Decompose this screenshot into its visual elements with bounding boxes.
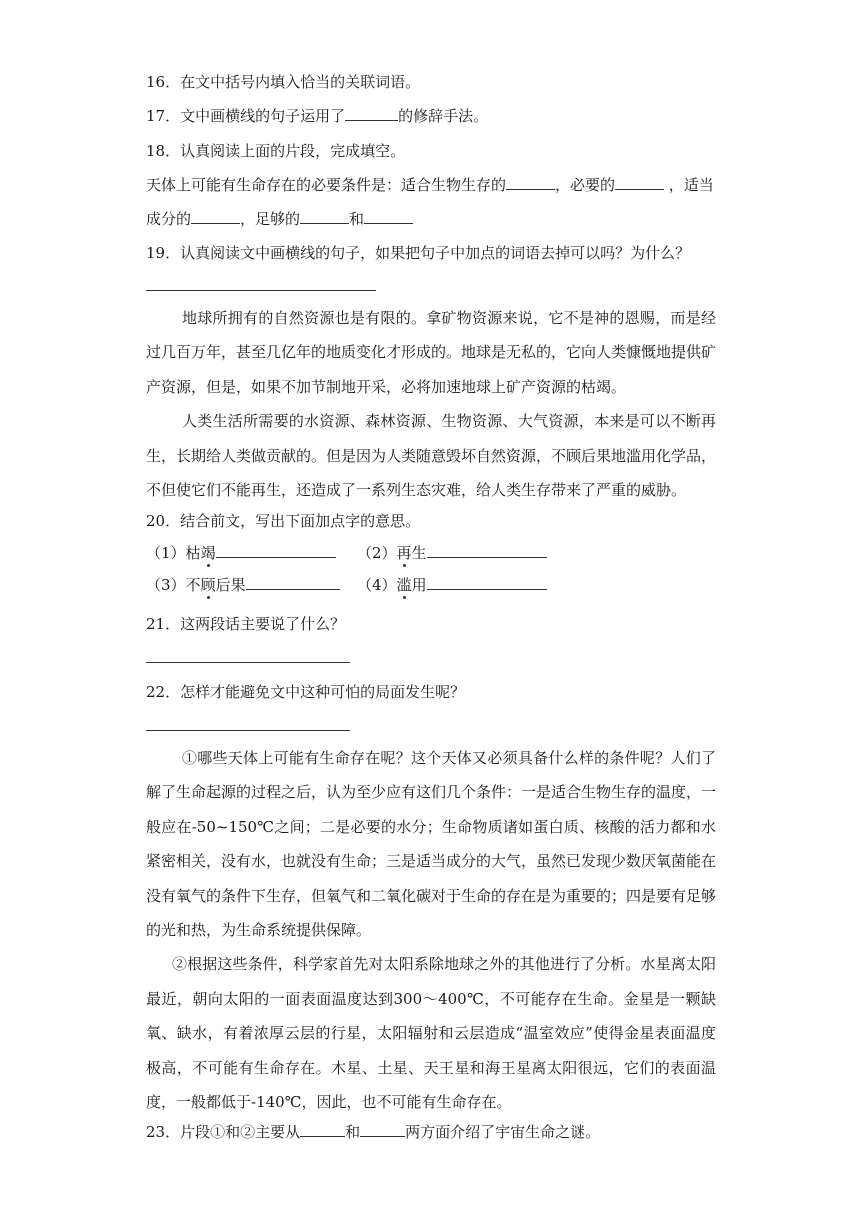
q18-text: 和 — [349, 210, 365, 228]
item-text: 不 — [185, 576, 201, 594]
q23-text: 两方面介绍了宇宙生命之谜。 — [405, 1123, 601, 1141]
answer-blank[interactable] — [191, 209, 240, 224]
dotted-character: 滥 — [396, 576, 412, 594]
question-20: 20．结合前文，写出下面加点字的意思。 — [146, 512, 421, 530]
answer-blank[interactable] — [427, 575, 547, 590]
passage-paragraph: 地球所拥有的自然资源也是有限的。拿矿物资源来说，它不是神的恩赐，而是经过几百万年，甚至几亿年的地质变化才形成的。地球是无私的，它向人类慷慨地提供矿产资源，但是，如果不加节制地开采，必将加速地球上矿产资源的枯竭。 — [146, 309, 717, 396]
q18-text: ，必要的 — [555, 176, 616, 194]
q20-item-3 — [146, 574, 340, 596]
question-17-text-start: 17．文中画横线的句子运用了 — [146, 107, 346, 125]
answer-blank[interactable] — [427, 543, 547, 558]
question-19: 19．认真阅读文中画横线的句子，如果把句子中加点的词语去掉可以吗？为什么？ — [146, 244, 691, 262]
item-text: 生 — [411, 544, 427, 562]
passage-paragraph: ①哪些天体上可能有生命存在呢？这个天体又必须具备什么样的条件呢？人们了解了生命起源的过程之后，认为至少应有这们几个条件：一是适合生物生存的温度，一般应在-50~150℃之间；二是必要的水分；生命物质诸如蛋白质、核酸的活力都和水紧密相关，没有水，也就没有生命；三是适当成分的大气，虽然已发现少数厌氧菌能在没有氧气的条件下生存，但氧气和二氧化碳对于生命的存在是为重要的；四是要有足够的光和热，为生命系统提供保障。 — [146, 749, 717, 940]
item-text: 用 — [411, 576, 427, 594]
answer-blank[interactable] — [360, 1122, 405, 1137]
passage-resources — [146, 301, 716, 507]
q23-text: 23．片段①和②主要从 — [146, 1123, 301, 1141]
q18-text: 成分的 — [146, 210, 192, 228]
item-number: （1） — [146, 544, 186, 562]
q20-item-4 — [357, 574, 547, 596]
q18-text: 天体上可能有生命存在的必要条件是：适合生物生存的 — [146, 176, 507, 194]
question-18-fill-line-2 — [146, 208, 413, 230]
item-number: （3） — [146, 576, 186, 594]
answer-blank[interactable] — [246, 575, 340, 590]
question-17-text-end: 的修辞手法。 — [398, 107, 489, 125]
answer-line-22[interactable] — [146, 730, 350, 731]
question-16: 16．在文中括号内填入恰当的关联词语。 — [146, 73, 421, 91]
item-text: 后果 — [215, 576, 246, 594]
question-23 — [146, 1121, 600, 1143]
question-22: 22．怎样才能避免文中这种可怕的局面发生呢？ — [146, 683, 466, 701]
passage-life-in-universe — [146, 741, 716, 1119]
answer-line-19[interactable] — [146, 290, 376, 291]
dotted-character: 竭 — [200, 544, 216, 562]
dotted-character: 顾 — [200, 576, 216, 594]
answer-blank[interactable] — [300, 209, 349, 224]
answer-blank[interactable] — [364, 209, 413, 224]
question-18: 18．认真阅读上面的片段，完成填空。 — [146, 142, 406, 160]
question-17 — [146, 105, 488, 127]
question-21: 21．这两段话主要说了什么？ — [146, 615, 346, 633]
item-number: （2） — [357, 544, 397, 562]
q23-text: 和 — [345, 1123, 361, 1141]
answer-blank[interactable] — [216, 543, 336, 558]
item-number: （4） — [357, 576, 397, 594]
q18-text: ，适当 — [664, 176, 714, 194]
answer-blank[interactable] — [615, 175, 664, 190]
q18-text: ，足够的 — [240, 210, 301, 228]
q20-item-1 — [146, 542, 336, 564]
answer-blank[interactable] — [300, 1122, 345, 1137]
answer-blank[interactable] — [345, 106, 398, 121]
q20-item-2 — [357, 542, 547, 564]
answer-line-21[interactable] — [146, 662, 350, 663]
dotted-character: 再 — [396, 544, 412, 562]
passage-paragraph: 人类生活所需要的水资源、森林资源、生物资源、大气资源，本来是可以不断再生，长期给人类做贡献的。但是因为人类随意毁坏自然资源，不顾后果地滥用化学品，不但使它们不能再生，还造成了一系列生态灾难，给人类生存带来了严重的威胁。 — [146, 412, 717, 500]
item-text: 枯 — [185, 544, 201, 562]
question-18-fill-line-1 — [146, 174, 714, 196]
passage-paragraph: ②根据这些条件，科学家首先对太阳系除地球之外的其他进行了分析。水星离太阳最近，朝向太阳的一面表面温度达到300～400℃，不可能存在生命。金星是一颗缺氧、缺水，有着浓厚云层的行星，太阳辐射和云层造成“温室效应”使得金星表面温度极高，不可能有生命存在。木星、土星、天王星和海王星离太阳很远，它们的表面温度，一般都低于-140℃，因此，也不可能有生命存在。 — [146, 955, 716, 1112]
answer-blank[interactable] — [506, 175, 555, 190]
